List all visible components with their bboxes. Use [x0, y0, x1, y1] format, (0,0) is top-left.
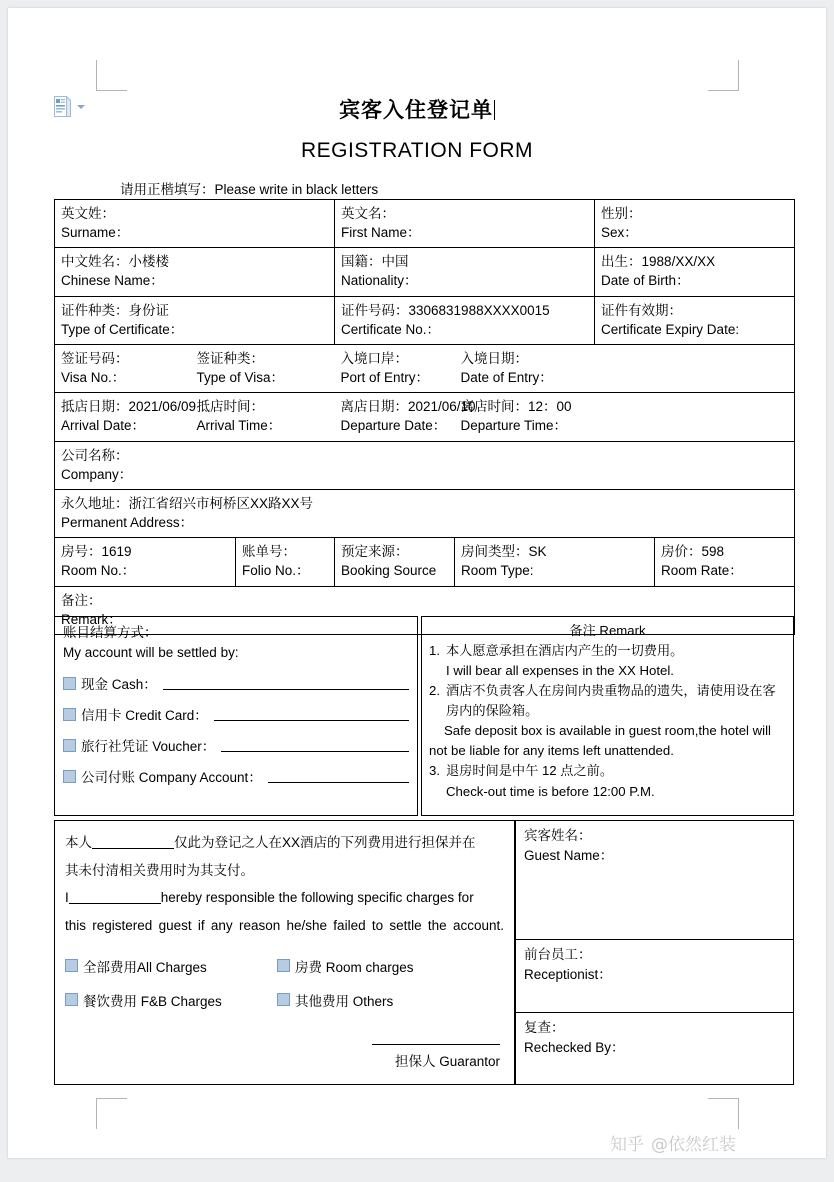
- table-row: [55, 538, 795, 586]
- table-row: [55, 248, 795, 296]
- signature-column: [515, 820, 794, 1085]
- settlement-title-en: My account will be settled by:: [63, 644, 239, 660]
- cell-label-en: Date of Entry：: [460, 370, 553, 386]
- cell-nationality[interactable]: [335, 248, 595, 296]
- cell-label-cn: 签证号码：: [61, 350, 129, 366]
- charge-option-label: 全部费用All Charges: [83, 959, 207, 975]
- cell-permanent-address[interactable]: [55, 489, 795, 537]
- checkbox-icon[interactable]: [277, 993, 290, 1006]
- page-title-cn-text: 宾客入住登记单: [339, 97, 493, 122]
- cell-label-en: Departure Time：: [460, 418, 568, 434]
- cell-room-rate[interactable]: [655, 538, 795, 586]
- cell-label-cn: 备注：: [61, 592, 102, 608]
- cell-label-cn: 证件种类：身份证: [61, 302, 169, 318]
- signature-label-cn: 前台员工：: [524, 947, 592, 962]
- cell-type-of-certificate[interactable]: [55, 296, 335, 344]
- cell-date-of-birth[interactable]: [595, 248, 795, 296]
- charge-option-label: 其他费用 Others: [295, 993, 394, 1009]
- margin-corner-top-right: [708, 60, 739, 91]
- remark-text-en: I will bear all expenses in the XX Hotel.: [446, 663, 674, 679]
- cell-label-en: Type of Certificate：: [61, 321, 184, 337]
- cell-label-en: Visa No.：: [61, 370, 126, 386]
- cell-label-cn: 证件有效期：: [601, 302, 683, 318]
- remark-number: 1.: [429, 643, 440, 659]
- settlement-option-label: 信用卡 Credit Card：: [81, 708, 208, 724]
- guarantor-signature-line[interactable]: [372, 1043, 500, 1045]
- cell-departure-time[interactable]: [455, 393, 795, 441]
- document-page: [8, 8, 826, 1158]
- settlement-option-label: 旅行社凭证 Voucher：: [81, 739, 216, 755]
- cell-type-of-visa[interactable]: [191, 344, 335, 392]
- text-cursor: [494, 100, 495, 120]
- settlement-title-cn: 账目结算方式：: [63, 625, 158, 640]
- guarantee-box: [54, 820, 515, 1085]
- guarantee-line-cn-2: 其未付清相关费用时为其支付。: [65, 862, 254, 878]
- settlement-option-cash[interactable]: [63, 673, 409, 693]
- cell-label-cn: 入境口岸：: [340, 350, 408, 366]
- table-row: [55, 296, 795, 344]
- charge-option-all-charges[interactable]: [65, 956, 277, 976]
- signature-label-en: Receptionist：: [524, 966, 612, 982]
- guarantor-name-blank-en[interactable]: [69, 889, 161, 904]
- remark-number: 3.: [429, 763, 440, 779]
- cell-booking-source[interactable]: [335, 538, 455, 586]
- settlement-option-label: 公司付账 Company Account：: [81, 770, 262, 786]
- cell-sex[interactable]: [595, 200, 795, 248]
- cell-label-cn: 签证种类：: [196, 350, 264, 366]
- cell-label-en: Chinese Name：: [61, 273, 164, 289]
- cell-label-en: Folio No.：: [242, 563, 310, 579]
- cell-label-en: Certificate No.：: [341, 321, 441, 337]
- settlement-option-company-account[interactable]: [63, 766, 409, 786]
- settlement-input-rule[interactable]: [221, 738, 409, 752]
- remark-text-cn: 酒店不负责客人在房间内贵重物品的遗失，请使用设在客房内的保险箱。: [446, 683, 776, 719]
- cell-surname[interactable]: [55, 200, 335, 248]
- page-title-cn: [8, 94, 826, 124]
- cell-visa-no[interactable]: [55, 344, 191, 392]
- cell-label-en: Nationality：: [341, 273, 418, 289]
- remark-text-en: Check-out time is before 12:00 P.M.: [446, 783, 655, 799]
- guarantee-line-en-1: [65, 884, 504, 912]
- margin-corner-bottom-right: [708, 1098, 739, 1129]
- cell-label-cn: 账单号：: [242, 544, 296, 560]
- charge-option-room-charges[interactable]: [277, 956, 504, 976]
- cell-folio-no[interactable]: [236, 538, 335, 586]
- checkbox-icon[interactable]: [63, 770, 76, 783]
- cell-port-of-entry[interactable]: [335, 344, 455, 392]
- cell-label-en: Arrival Date：: [61, 418, 146, 434]
- guarantee-en-suffix: hereby responsible the following specific charges for: [160, 890, 474, 906]
- signature-label-cn: 宾客姓名：: [524, 828, 592, 843]
- cell-label-cn: 中文姓名：小楼楼: [61, 254, 169, 270]
- guarantee-line-cn-1: [65, 829, 504, 857]
- guarantor-signature-area: [310, 1043, 500, 1070]
- cell-label-en: Departure Date：: [340, 418, 447, 434]
- cell-label-cn: 预定来源：: [341, 544, 409, 560]
- table-row: [55, 200, 795, 248]
- form-subtitle: 请用正楷填写：Please write in black letters: [120, 182, 379, 197]
- settlement-option-credit-card[interactable]: [63, 704, 409, 724]
- remark-heading: 备注 Remark: [569, 623, 646, 638]
- signature-cell-receptionist[interactable]: [516, 939, 793, 1012]
- checkbox-icon[interactable]: [63, 708, 76, 721]
- cell-label-cn: 英文姓：: [61, 206, 115, 221]
- cell-label-en: First Name：: [341, 225, 421, 241]
- charge-option-label: 房费 Room charges: [295, 959, 414, 975]
- watermark-handle: @依然红装: [651, 1135, 736, 1155]
- charge-option-label: 餐饮费用 F&B Charges: [83, 993, 222, 1009]
- table-row: [55, 489, 795, 537]
- cell-label-en: Surname：: [61, 225, 130, 241]
- cell-first-name[interactable]: [335, 200, 595, 248]
- checkbox-icon[interactable]: [65, 993, 78, 1006]
- settlement-input-rule[interactable]: [268, 769, 409, 783]
- cell-arrival-date[interactable]: [55, 393, 197, 441]
- cell-label-en: Remark：: [61, 611, 122, 627]
- cell-room-no[interactable]: [55, 538, 236, 586]
- cell-departure-date[interactable]: [335, 393, 476, 441]
- cell-label-en: Sex：: [601, 225, 638, 241]
- guarantee-line-en-2: this registered guest if any reason he/she failed to settle the account.: [65, 918, 504, 934]
- cell-label-en: Type of Visa：: [196, 370, 285, 386]
- cell-arrival-time[interactable]: [191, 393, 335, 441]
- cell-label-en: Room No.：: [61, 563, 136, 579]
- cell-label-en: Port of Entry：: [340, 370, 430, 386]
- margin-corner-top-left: [96, 60, 127, 91]
- cell-label-en: Certificate Expiry Date:: [601, 321, 740, 337]
- remark-text-cn: 退房时间是中午 12 点之前。: [446, 763, 614, 779]
- remark-box: [421, 616, 794, 816]
- settlement-input-rule[interactable]: [214, 707, 409, 721]
- table-row: [55, 441, 795, 489]
- margin-corner-bottom-left: [96, 1098, 127, 1129]
- cell-label-en: Room Rate：: [661, 563, 743, 579]
- page-title-en: REGISTRATION FORM: [300, 139, 534, 162]
- checkbox-icon[interactable]: [277, 959, 290, 972]
- cell-label-cn: 离店日期：2021/06/10: [340, 399, 476, 415]
- cell-date-of-entry[interactable]: [455, 344, 795, 392]
- cell-label-cn: 国籍：中国: [341, 254, 409, 270]
- cell-label-en: Company：: [61, 466, 133, 482]
- guarantor-label: 担保人 Guarantor: [394, 1054, 500, 1069]
- settlement-input-rule[interactable]: [163, 676, 409, 690]
- remark-item: [429, 681, 786, 721]
- checkbox-icon[interactable]: [65, 959, 78, 972]
- cell-label-en: Arrival Time：: [196, 418, 282, 434]
- checkbox-icon[interactable]: [63, 677, 76, 690]
- charge-option-fb-charges[interactable]: [65, 990, 277, 1010]
- cell-label-cn: 抵店日期：2021/06/09: [61, 399, 197, 415]
- cell-label-cn: 永久地址：浙江省绍兴市柯桥区XX路XX号: [61, 495, 314, 511]
- charge-options-grid: [65, 956, 504, 1010]
- remark-text-cn: 本人愿意承担在酒店内产生的一切费用。: [446, 643, 684, 659]
- cell-label-cn: 证件号码：3306831988XXXX0015: [341, 302, 550, 318]
- cell-label-cn: 出生：1988/XX/XX: [601, 254, 716, 270]
- table-row: [55, 344, 795, 392]
- cell-label-cn: 性别：: [601, 206, 642, 221]
- guarantee-en-prefix: I: [65, 890, 69, 906]
- signature-label-en: Guest Name：: [524, 847, 614, 863]
- remark-item: [429, 641, 786, 661]
- cell-certificate-expiry[interactable]: [595, 296, 795, 344]
- cell-company[interactable]: [55, 441, 795, 489]
- cell-label-en: Booking Source: [341, 563, 437, 579]
- watermark-logo: 知乎: [610, 1135, 644, 1155]
- signature-cell-guest-name[interactable]: [516, 821, 793, 939]
- cell-label-cn: 离店时间：12：00: [460, 399, 572, 415]
- guarantee-cn-suffix: 仅此为登记之人在XX酒店的下列费用进行担保并在: [174, 835, 476, 850]
- guarantee-cn-prefix: 本人: [65, 835, 92, 850]
- cell-chinese-name[interactable]: [55, 248, 335, 296]
- cell-label-cn: 英文名：: [341, 206, 395, 221]
- cell-label-cn: 公司名称：: [61, 447, 129, 463]
- settlement-method-box: [54, 616, 418, 816]
- table-row: [55, 393, 795, 441]
- guest-info-table: [54, 199, 795, 635]
- signature-label-en: Rechecked By：: [524, 1039, 625, 1055]
- cell-label-cn: 房号：1619: [61, 544, 132, 560]
- remark-text-en: Safe deposit box is available in guest room,the hotel will not be liable for any items left unattended.: [429, 723, 771, 759]
- cell-label-en: Date of Birth：: [601, 273, 690, 289]
- guarantor-name-blank[interactable]: [92, 834, 174, 849]
- cell-room-type[interactable]: [455, 538, 655, 586]
- cell-label-cn: 入境日期：: [460, 350, 528, 366]
- remark-item: [429, 761, 786, 781]
- cell-label-cn: 抵店时间：: [196, 399, 264, 415]
- cell-label-cn: 房间类型：SK: [461, 544, 547, 560]
- cell-label-en: Room Type:: [461, 563, 534, 579]
- checkbox-icon[interactable]: [63, 739, 76, 752]
- watermark: [610, 1130, 736, 1155]
- cell-label-cn: 房价：598: [661, 544, 725, 560]
- settlement-option-label: 现金 Cash：: [81, 677, 157, 693]
- cell-certificate-no[interactable]: [335, 296, 595, 344]
- settlement-option-voucher[interactable]: [63, 735, 409, 755]
- signature-cell-rechecked-by[interactable]: [516, 1012, 793, 1084]
- charge-option-others[interactable]: [277, 990, 504, 1010]
- signature-label-cn: 复查：: [524, 1020, 565, 1035]
- cell-label-en: Permanent Address：: [61, 515, 194, 531]
- remark-number: 2.: [429, 683, 440, 699]
